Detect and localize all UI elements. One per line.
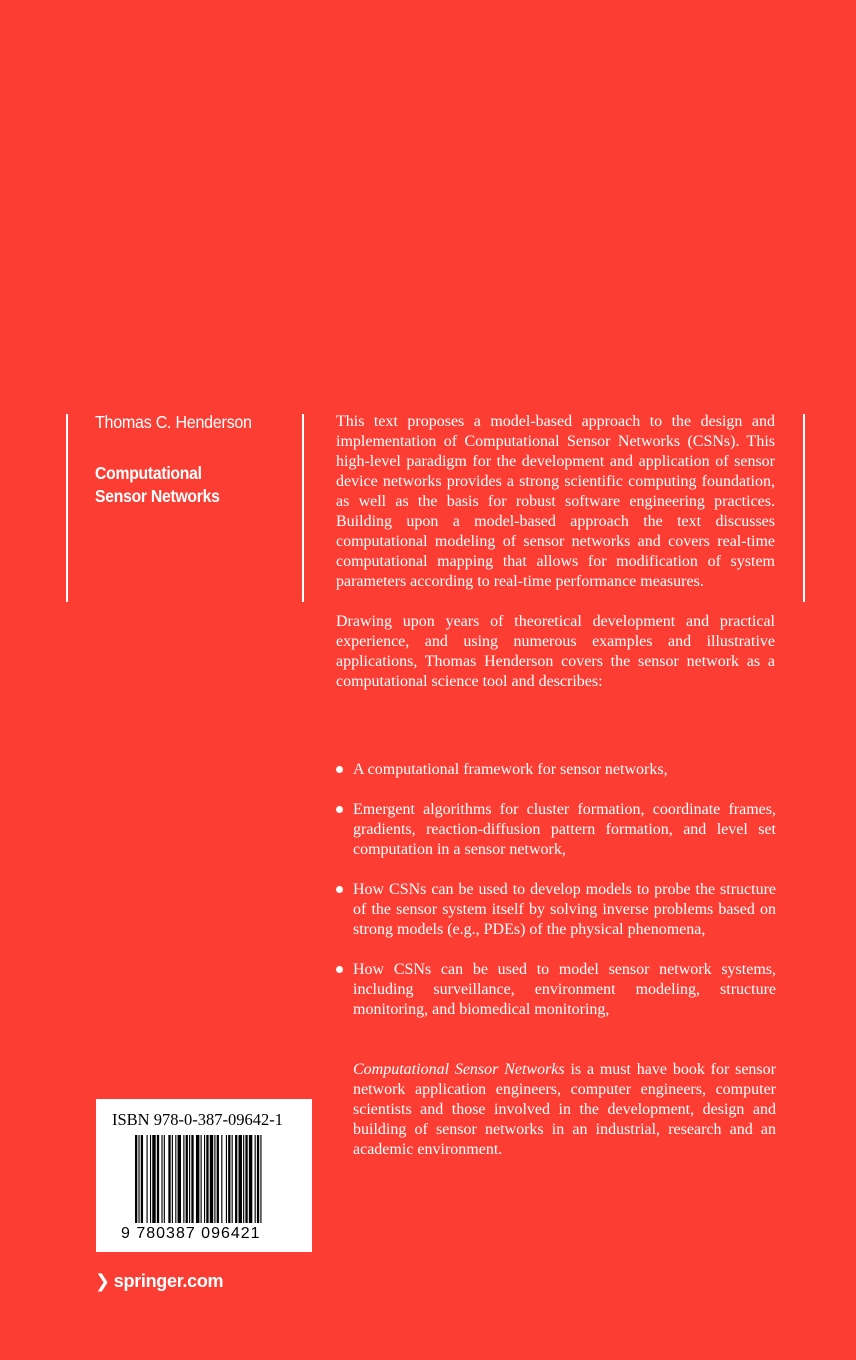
list-item-text: A computational framework for sensor networks, xyxy=(353,761,668,778)
closing-book-title: Computational Sensor Networks xyxy=(353,1061,565,1078)
barcode-bar xyxy=(217,1135,219,1223)
chevron-right-icon: ❯ xyxy=(95,1271,110,1291)
list-item xyxy=(336,960,776,1020)
barcode-bar xyxy=(191,1135,193,1223)
divider-middle xyxy=(302,414,304,602)
bullet-icon xyxy=(336,766,343,773)
description-paragraph-2: Drawing upon years of theoretical development and practical experience, and using numerous examples and illustrative applications, Thomas Henderson covers the sensor network as a computational science tool and describes: xyxy=(336,613,775,690)
barcode-bar xyxy=(186,1135,188,1223)
barcode-bar xyxy=(260,1135,261,1223)
barcode-bar xyxy=(245,1135,247,1223)
bullet-icon xyxy=(336,966,343,973)
barcode-bar xyxy=(141,1135,143,1223)
divider-right xyxy=(803,414,805,602)
isbn-label: ISBN 978-0-387-09642-1 xyxy=(112,1110,283,1129)
book-title-line-1: Computational xyxy=(95,463,202,483)
book-title xyxy=(95,462,275,508)
barcode-bar xyxy=(164,1135,165,1223)
barcode-bar xyxy=(214,1135,215,1223)
barcode-bar xyxy=(161,1135,162,1223)
closing-text: is a must have book for sensor network application engineers, computer engineers, computer scientists and those involved in the development, design and building of sensor networks in an industrial, research and an academic environment. xyxy=(353,1061,776,1158)
divider-left xyxy=(66,414,68,602)
barcode-bar xyxy=(152,1135,155,1223)
barcode-bar xyxy=(138,1135,139,1223)
barcode-bar xyxy=(228,1135,230,1223)
barcode-bar xyxy=(178,1135,181,1223)
barcode-bar xyxy=(235,1135,237,1223)
barcode-bar xyxy=(232,1135,233,1223)
barcode-bar xyxy=(239,1135,242,1223)
author-name: Thomas C. Henderson xyxy=(95,412,252,432)
barcode-bar xyxy=(204,1135,205,1223)
list-item xyxy=(336,760,776,780)
barcode-bar xyxy=(196,1135,199,1223)
barcode-bar xyxy=(147,1135,148,1223)
barcode-bar xyxy=(172,1135,173,1223)
list-item xyxy=(336,800,776,860)
list-item-text: How CSNs can be used to model sensor network systems, including surveillance, environment modeling, structure monitoring, and biomedical monitoring, xyxy=(353,961,776,1018)
feature-list xyxy=(336,760,776,1020)
barcode-bar xyxy=(183,1135,184,1223)
barcode-bar xyxy=(255,1135,256,1223)
list-item-text: Emergent algorithms for cluster formation, coordinate frames, gradients, reaction-diffusion pattern formation, and level set computation in a sensor network, xyxy=(353,801,776,858)
closing-paragraph xyxy=(353,1060,776,1160)
barcode-bars xyxy=(135,1135,275,1231)
barcode-bar xyxy=(135,1135,137,1223)
barcode-bar xyxy=(243,1135,244,1223)
bullet-icon xyxy=(336,886,343,893)
barcode-digits: 9 780387 096421 xyxy=(121,1225,261,1242)
book-title-line-2: Sensor Networks xyxy=(95,486,220,506)
barcode-bar xyxy=(150,1135,151,1223)
bullet-icon xyxy=(336,806,343,813)
barcode-bar xyxy=(249,1135,252,1223)
list-item xyxy=(336,880,776,940)
barcode-bar xyxy=(201,1135,202,1223)
book-description xyxy=(336,412,775,692)
barcode-bar xyxy=(157,1135,159,1223)
barcode-bar xyxy=(175,1135,176,1223)
barcode-bar xyxy=(206,1135,208,1223)
barcode-bar xyxy=(168,1135,170,1223)
isbn-barcode xyxy=(96,1099,312,1252)
barcode-bar xyxy=(210,1135,213,1223)
barcode-bar xyxy=(221,1135,222,1223)
barcode-bar xyxy=(257,1135,259,1223)
barcode-bar xyxy=(189,1135,190,1223)
publisher-url: springer.com xyxy=(113,1271,224,1291)
publisher-link[interactable] xyxy=(95,1271,223,1292)
list-item-text: How CSNs can be used to develop models to probe the structure of the sensor system itself by solving inverse problems based on strong models (e.g., PDEs) of the physical phenomena, xyxy=(353,881,776,938)
barcode-bar xyxy=(226,1135,227,1223)
description-paragraph-1: This text proposes a model-based approach to the design and implementation of Computational Sensor Networks (CSNs). This high-level paradigm for the development and application of sensor device networks provides a strong scientific computing foundation, as well as the basis for robust software engineering practices. Building upon a model-based approach the text discusses computational modeling of sensor networks and covers real-time computational mapping that allows for modification of system parameters according to real-time performance measures. xyxy=(336,413,775,590)
